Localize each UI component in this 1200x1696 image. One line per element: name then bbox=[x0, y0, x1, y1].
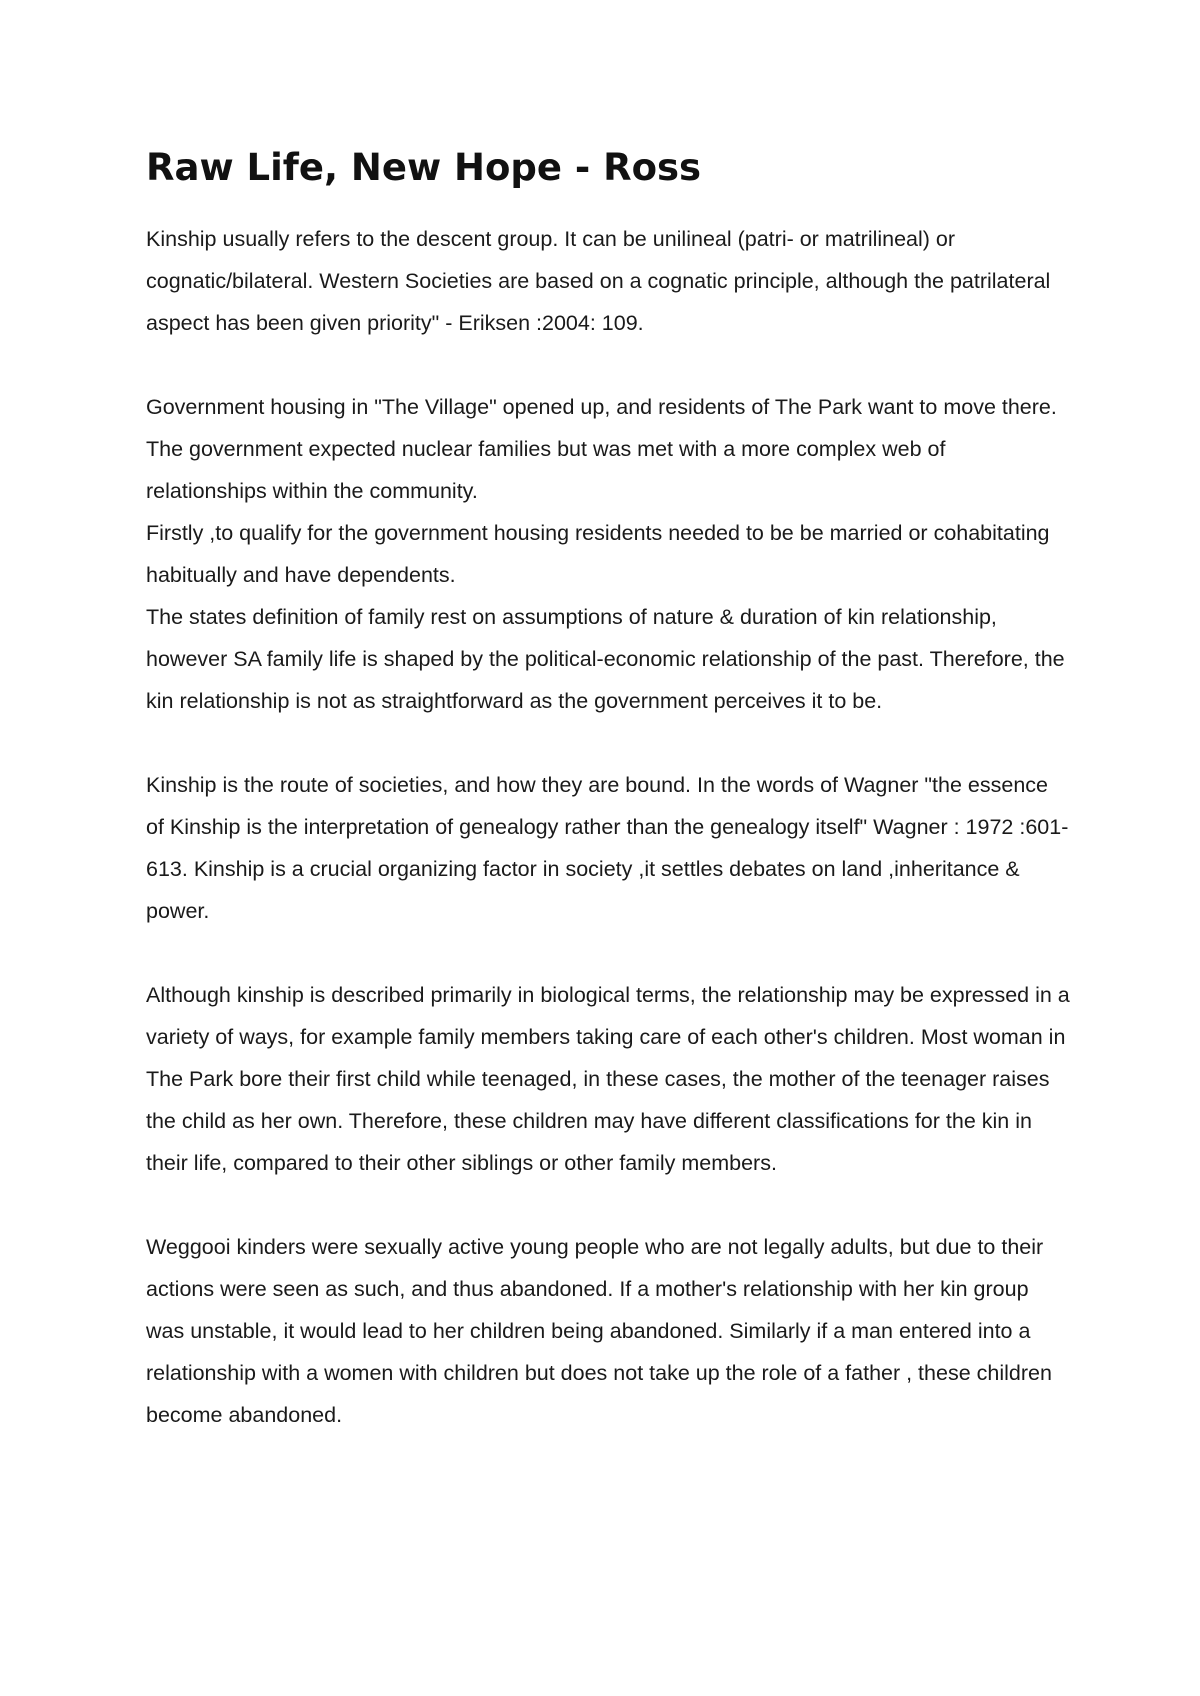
document-body bbox=[146, 142, 1071, 1436]
paragraph-state-definition: The states definition of family rest on assumptions of nature & duration of kin relationship, however SA family life is shaped by the political-economic relationship of the past. Therefore, the kin relationship is not as straightforward as the government perceives it to be. bbox=[146, 605, 1065, 713]
paragraph-qualification: Firstly ,to qualify for the government housing residents needed to be be married or cohabitating habitually and have dependents. bbox=[146, 521, 1050, 587]
paragraph-government-housing: Government housing in "The Village" opened up, and residents of The Park want to move there. The government expected nuclear families but was met with a more complex web of relationships within the community. bbox=[146, 395, 1057, 503]
paragraph-weggooi-kinders: Weggooi kinders were sexually active young people who are not legally adults, but due to their actions were seen as such, and thus abandoned. If a mother's relationship with her kin group was unstable, it would lead to her children being abandoned. Similarly if a man entered into a relationship with a women with children but does not take up the role of a father , these children become abandoned. bbox=[146, 1235, 1052, 1427]
paragraph-spacer bbox=[146, 344, 1071, 386]
paragraph-kinship-route: Kinship is the route of societies, and how they are bound. In the words of Wagner "the essence of Kinship is the interpretation of genealogy rather than the genealogy itself" Wagner : 1972 :601-613. Kinship is a crucial organizing factor in society ,it settles debates on land ,inheritance & power. bbox=[146, 773, 1069, 923]
paragraph-biological-terms: Although kinship is described primarily in biological terms, the relationship may be expressed in a variety of ways, for example family members taking care of each other's children. Most woman in The Park bore their first child while teenaged, in these cases, the mother of the teenager raises the child as her own. Therefore, these children may have different classifications for the kin in their life, compared to their other siblings or other family members. bbox=[146, 983, 1070, 1175]
document-title: Raw Life, New Hope - Ross bbox=[146, 146, 702, 189]
paragraph-spacer bbox=[146, 722, 1071, 764]
paragraph-spacer bbox=[146, 932, 1071, 974]
paragraph-kinship-descent: Kinship usually refers to the descent group. It can be unilineal (patri- or matrilineal) or cognatic/bilateral. Western Societies are based on a cognatic principle, although the patrilateral aspect has been given priority" - Eriksen :2004: 109. bbox=[146, 227, 1051, 335]
paragraph-spacer bbox=[146, 1184, 1071, 1226]
